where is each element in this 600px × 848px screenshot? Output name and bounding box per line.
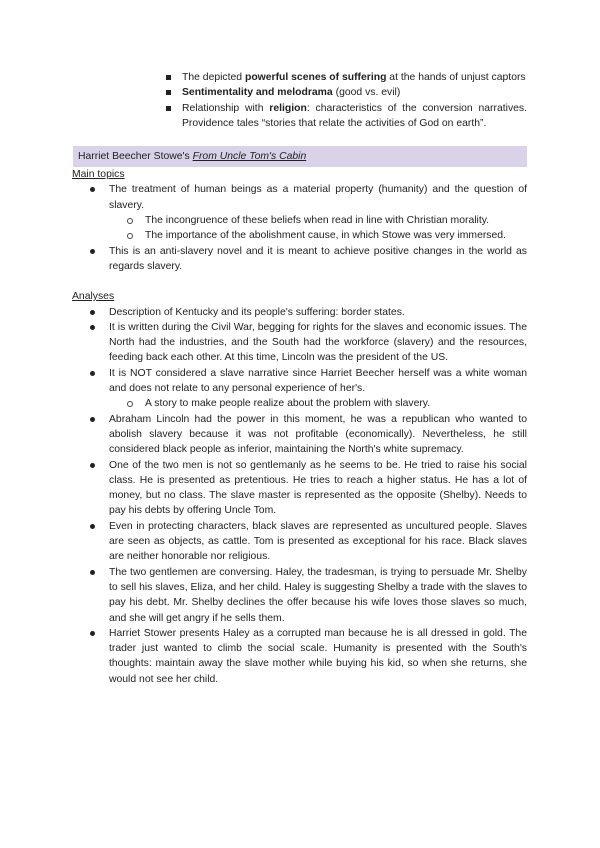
bullet-icon [90,463,95,468]
section-prefix: Harriet Beecher Stowe's [78,151,193,163]
bullet-icon [90,310,95,315]
hollow-bullet-icon [127,218,133,224]
list-item [72,565,527,626]
section-header [73,146,527,167]
top-bullet-list [72,70,527,131]
hollow-bullet-icon [127,233,133,239]
bullet-icon [90,249,95,254]
list-item [72,519,527,565]
list-item [72,320,527,366]
analyses-list [72,305,527,687]
bullet-icon [90,371,95,376]
bold-text: powerful scenes of suffering [244,72,387,83]
list-item [72,70,527,85]
list-item-text: The two gentlemen are conversing. Haley, the tradesman, is trying to persuade Mr. Shelby to sell his slaves, Eliza, and her child. Haley is suggesting Shelby a trade with the slaves to pay his debt. Mr. Shelby declines the offer because his wife loves those slaves so much, and she will get angry if he sells them. [109,566,527,624]
list-item [72,305,527,320]
bullet-icon [90,187,95,192]
square-bullet-icon [166,90,171,95]
main-topics-list [72,182,527,274]
sub-list [109,396,527,411]
list-item-text: Abraham Lincoln had the power in this moment, he was a republican who wanted to abolish slavery because it was not profitable (economically). Nevertheless, he still considered black people as inferior, maintaining the North's white supremacy. [109,413,527,456]
sub-list [109,213,527,244]
hollow-bullet-icon [127,401,133,407]
text: (good vs. evil) [332,87,401,99]
document-page [72,70,527,687]
list-item-text: Harriet Stower presents Haley as a corrupted man because he is all dressed in gold. The trader just wanted to climb the social scale. Humanity is presented with the South's thoughts: maintain away the slave mother while buying his kid, so when she returns, she would not see her child. [109,627,527,685]
sub-list-item-text: A story to make people realize about the problem with slavery. [145,398,431,410]
text: The depicted [182,72,245,83]
list-item-text: It is NOT considered a slave narrative since Harriet Beecher herself was a white woman and does not relate to any personal experience of her's. [109,367,527,395]
bullet-icon [90,325,95,330]
square-bullet-icon [166,75,171,80]
bold-text: Sentimentality and melodrama [182,87,333,99]
bold-text: religion [269,102,307,114]
list-item-text: This is an anti-slavery novel and it is meant to achieve positive changes in the world as regards slavery. [109,245,527,272]
text: : characteristics of the conversion narratives. Providence tales “stories that relate the activities of God on earth”. [182,102,528,129]
text: Relationship with [182,102,270,114]
section-title: From Uncle Tom's Cabin [192,151,307,163]
list-item [72,85,527,100]
bullet-icon [90,417,95,422]
sub-list-item-text: The incongruence of these beliefs when read in line with Christian morality. [145,215,490,227]
list-item [72,412,527,458]
list-item [72,458,527,519]
list-item-text: The treatment of human beings as a material property (humanity) and the question of slavery. [109,184,527,211]
list-item [72,366,527,412]
list-item-text: It is written during the Civil War, begging for rights for the slaves and economic issues. The North had the industries, and the South had the workforce (slavery) and the resources, feeding back each other. At this time, Lincoln was the president of the US. [109,321,527,364]
sub-list-item [72,228,527,243]
main-topics-heading: Main topics [72,169,125,181]
list-item [72,244,527,275]
sub-list-item-text: The importance of the abolishment cause, in which Stowe was very immersed. [145,230,506,242]
list-item-text: Even in protecting characters, black slaves are represented as uncultured people. Slaves are seen as objects, as cattle. Tom is presented as exceptional for his race. Black slaves are neither honorable nor religious. [109,520,527,563]
list-item [72,101,527,132]
sub-list-item [72,213,527,228]
analyses-heading: Analyses [72,291,115,303]
list-item [72,182,527,243]
bullet-icon [90,524,95,529]
list-item-text: Description of Kentucky and its people's suffering: border states. [109,306,405,318]
list-item [72,626,527,687]
sub-list-item [72,396,527,411]
list-item-text: One of the two men is not so gentlemanly as he seems to be. He tried to raise his social class. He is presented as pretentious. He tries to reach a higher status. He has a lot of money, but no class. The slave master is represented as the opposite (Shelby). Needs to pay his debts by offering Uncle Tom. [109,459,527,517]
text: at the hands of unjust captors [386,72,526,83]
bullet-icon [90,631,95,636]
bullet-icon [90,570,95,575]
square-bullet-icon [166,106,171,111]
